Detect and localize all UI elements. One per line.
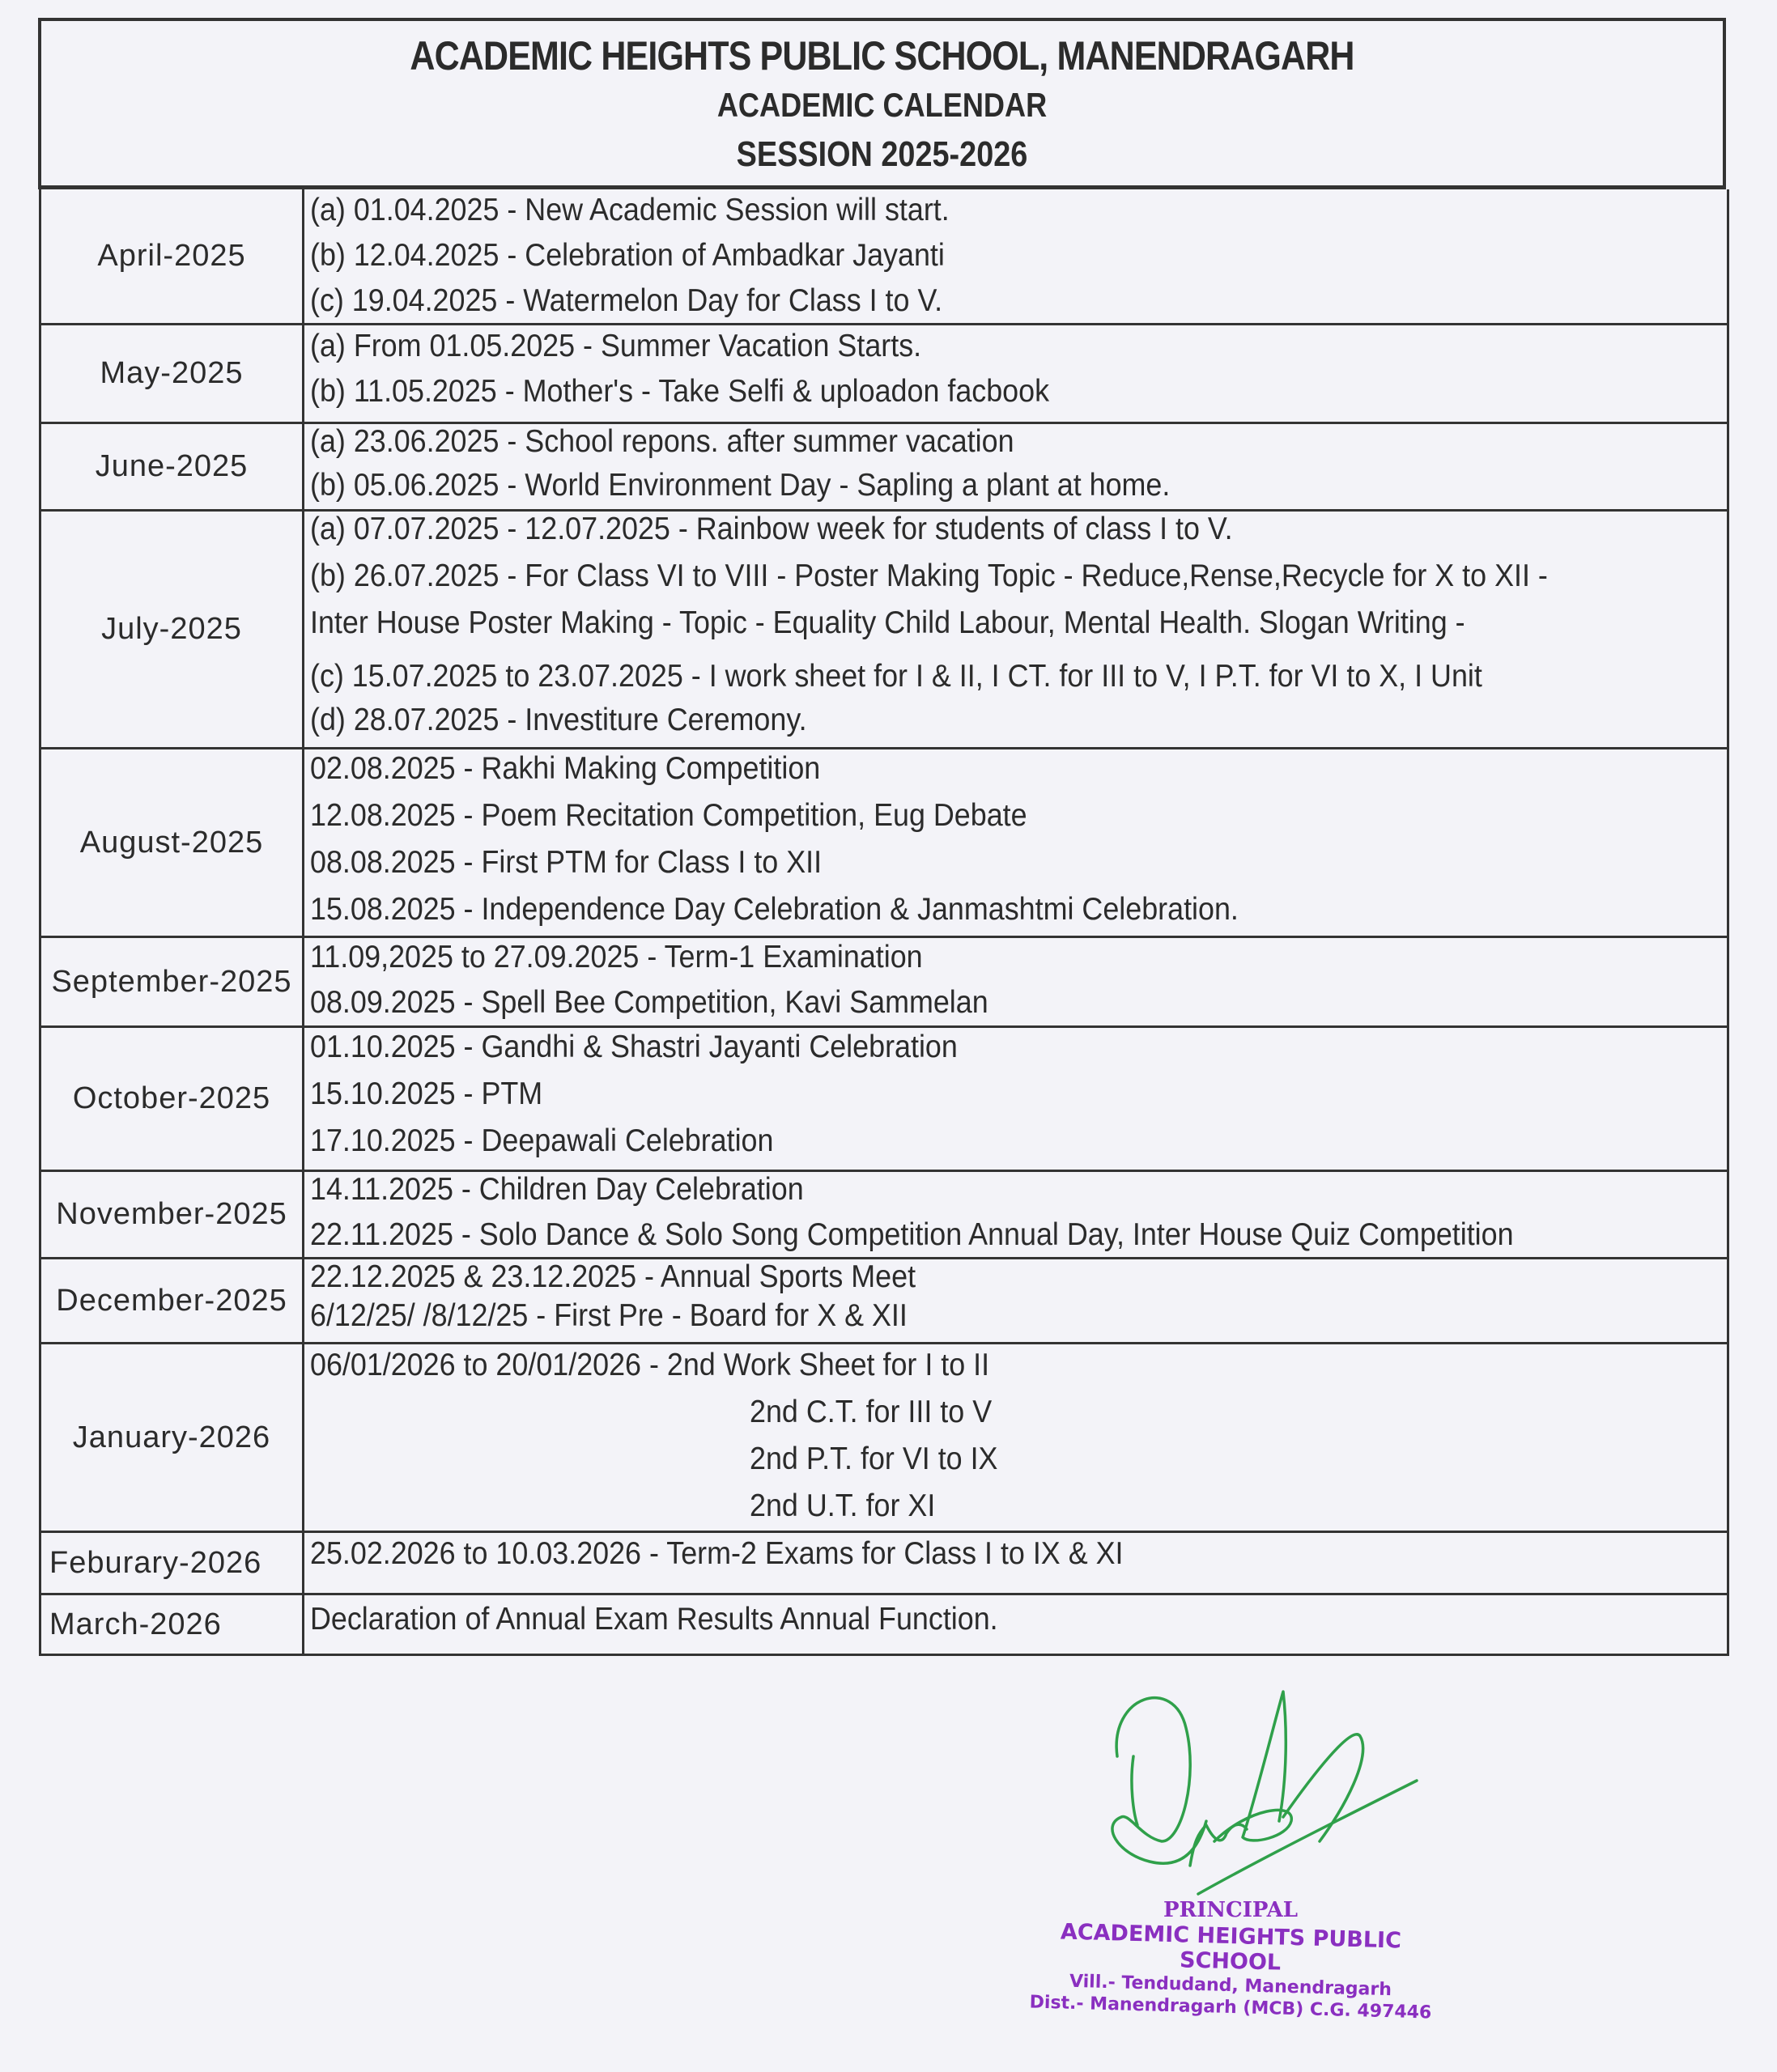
table-row [39, 1172, 1729, 1259]
table-row [39, 749, 1729, 938]
events-cell [308, 325, 1727, 422]
events-cell [308, 424, 1727, 509]
event-item: 02.08.2025 - Rakhi Making Competition [310, 751, 821, 786]
table-row [39, 1344, 1729, 1533]
event-item: 2nd P.T. for VI to IX [750, 1441, 998, 1476]
table-row [39, 189, 1729, 325]
month-cell: September-2025 [41, 938, 304, 1025]
principal-signature [1085, 1679, 1441, 1898]
events-cell [308, 512, 1727, 747]
event-item: 17.10.2025 - Deepawali Celebration [310, 1123, 774, 1158]
events-cell [308, 1344, 1727, 1531]
calendar-header [38, 18, 1726, 189]
event-item: (c) 19.04.2025 - Watermelon Day for Class I to V. [310, 283, 943, 318]
event-item: 22.12.2025 & 23.12.2025 - Annual Sports Meet [310, 1259, 916, 1294]
signature-stroke [1214, 1692, 1291, 1841]
event-item: 11.09,2025 to 27.09.2025 - Term-1 Examination [310, 940, 923, 974]
events-cell [308, 1595, 1727, 1654]
month-cell: March-2026 [41, 1595, 304, 1654]
event-item: (d) 28.07.2025 - Investiture Ceremony. [310, 703, 807, 737]
event-item: 6/12/25/ /8/12/25 - First Pre - Board for X & XII [310, 1298, 908, 1333]
month-cell: August-2025 [41, 749, 304, 936]
signature-stroke [1190, 1824, 1247, 1866]
signature-stroke [1112, 1698, 1206, 1864]
table-row [39, 1533, 1729, 1595]
event-item: (b) 26.07.2025 - For Class VI to VIII - Poster Making Topic - Reduce,Rense,Recycle for X to XII - [310, 558, 1548, 593]
table-row [39, 325, 1729, 424]
principal-stamp [1012, 1898, 1449, 2023]
signature-stroke [1198, 1781, 1417, 1894]
event-item: 12.08.2025 - Poem Recitation Competition, Eug Debate [310, 798, 1027, 833]
stamp-school: ACADEMIC HEIGHTS PUBLIC SCHOOL [1060, 1919, 1402, 1976]
events-cell [308, 1259, 1727, 1342]
signature-stroke [1132, 1756, 1137, 1825]
event-item: (a) 01.04.2025 - New Academic Session will start. [310, 193, 950, 227]
event-item: 2nd U.T. for XI [750, 1488, 936, 1523]
event-item: Declaration of Annual Exam Results Annual Function. [310, 1602, 998, 1637]
events-cell [308, 938, 1727, 1025]
month-cell: November-2025 [41, 1172, 304, 1257]
table-row [39, 424, 1729, 512]
table-row [39, 938, 1729, 1028]
month-cell: Feburary-2026 [41, 1533, 304, 1593]
event-item: 08.08.2025 - First PTM for Class I to XII [310, 845, 823, 880]
event-item: 15.08.2025 - Independence Day Celebration & Janmashtmi Celebration. [310, 892, 1239, 927]
calendar-table [39, 189, 1729, 1656]
event-item: 08.09.2025 - Spell Bee Competition, Kavi Sammelan [310, 985, 988, 1020]
event-item: 01.10.2025 - Gandhi & Shastri Jayanti Celebration [310, 1030, 958, 1064]
event-item: (c) 15.07.2025 to 23.07.2025 - I work sheet for I & II, I CT. for III to V, I P.T. for VI to X, I Unit [310, 659, 1482, 694]
event-item: (b) 11.05.2025 - Mother's - Take Selfi & uploadon facbook [310, 374, 1050, 409]
month-cell: December-2025 [41, 1259, 304, 1342]
event-item: (a) From 01.05.2025 - Summer Vacation Starts. [310, 329, 922, 363]
school-name: ACADEMIC HEIGHTS PUBLIC SCHOOL, MANENDRAGARH [410, 33, 1354, 79]
stamp-title: PRINCIPAL [1163, 1898, 1299, 1922]
month-cell: April-2025 [41, 189, 304, 323]
events-cell [308, 1533, 1727, 1593]
event-item: 25.02.2026 to 10.03.2026 - Term-2 Exams for Class I to IX & XI [310, 1536, 1124, 1571]
event-item: 2nd C.T. for III to V [750, 1395, 993, 1429]
table-row [39, 1259, 1729, 1344]
table-row [39, 1595, 1729, 1656]
table-row [39, 1028, 1729, 1172]
event-item: 15.10.2025 - PTM [310, 1076, 543, 1111]
session-label: SESSION 2025-2026 [736, 134, 1028, 174]
calendar-title: ACADEMIC CALENDAR [716, 86, 1048, 124]
event-item: 22.11.2025 - Solo Dance & Solo Song Competition Annual Day, Inter House Quiz Competition [310, 1217, 1514, 1252]
month-cell: January-2026 [41, 1344, 304, 1531]
month-cell: May-2025 [41, 325, 304, 422]
event-item: 14.11.2025 - Children Day Celebration [310, 1172, 804, 1207]
month-cell: October-2025 [41, 1028, 304, 1170]
event-item: Inter House Poster Making - Topic - Equality Child Labour, Mental Health. Slogan Writing - [310, 605, 1465, 640]
events-cell [308, 1028, 1727, 1170]
events-cell [308, 1172, 1727, 1257]
event-item: 06/01/2026 to 20/01/2026 - 2nd Work Sheet for I to II [310, 1348, 990, 1382]
month-cell: June-2025 [41, 424, 304, 509]
stamp-district: Dist.- Manendragarh (MCB) C.G. 497446 [1029, 1992, 1432, 2023]
event-item: (a) 23.06.2025 - School repons. after summer vacation [310, 424, 1014, 459]
signature-stroke [1283, 1734, 1363, 1841]
stamp-village: Vill.- Tendudand, Manendragarh [1069, 1971, 1392, 2001]
events-cell [308, 749, 1727, 936]
event-item: (b) 12.04.2025 - Celebration of Ambadkar Jayanti [310, 238, 945, 273]
month-cell: July-2025 [41, 512, 304, 747]
event-item: (b) 05.06.2025 - World Environment Day - Sapling a plant at home. [310, 468, 1171, 503]
event-item: (a) 07.07.2025 - 12.07.2025 - Rainbow week for students of class I to V. [310, 512, 1233, 546]
table-row [39, 512, 1729, 749]
events-cell [308, 189, 1727, 323]
